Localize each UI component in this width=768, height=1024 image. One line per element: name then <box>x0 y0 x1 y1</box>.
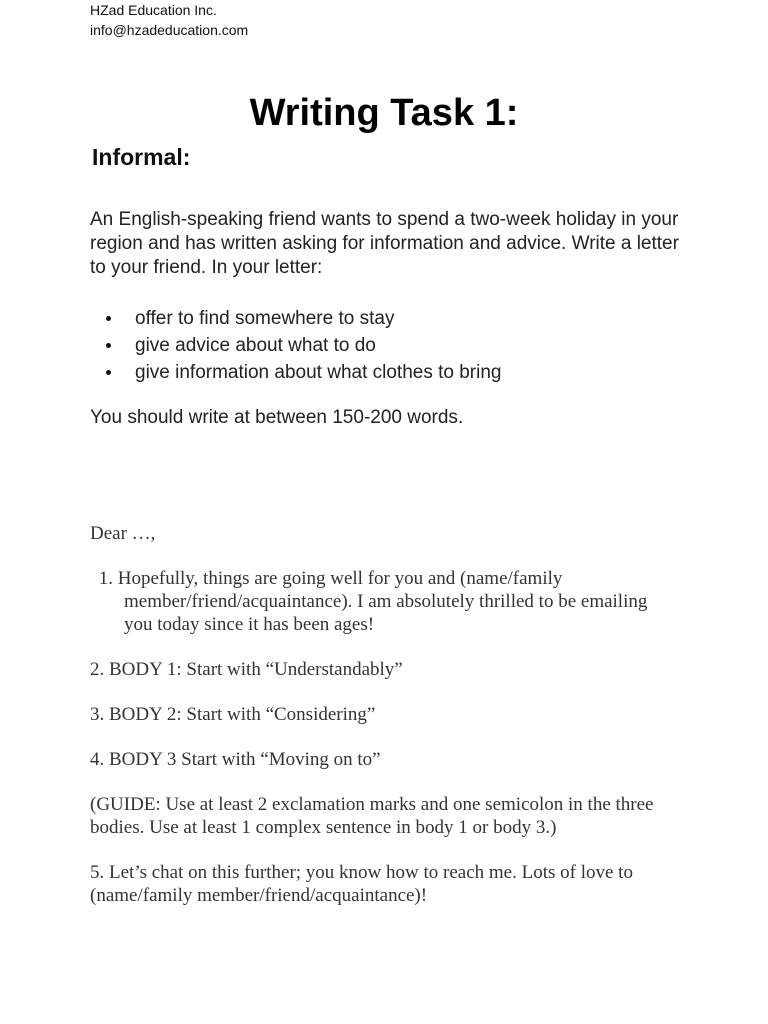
letter-opening <box>90 567 670 636</box>
task-type-subtitle: Informal: <box>92 144 191 170</box>
bullet-icon <box>106 316 111 321</box>
bullet-icon <box>106 370 111 375</box>
letter-template <box>90 522 670 929</box>
letter-greeting: Dear …, <box>90 523 156 544</box>
word-count-note: You should write at between 150-200 words. <box>90 407 464 428</box>
task-bullet-list <box>90 305 502 386</box>
bullet-item <box>90 305 502 332</box>
bullet-item <box>90 332 502 359</box>
page-title: Writing Task 1: <box>249 92 519 134</box>
task-prompt: An English-speaking friend wants to spend a two-week holiday in your region and has written asking for information and advice. Write a letter to your friend. In your letter: <box>90 209 679 278</box>
opening-text: Hopefully, things are going well for you and (name/family member/friend/acquaintance). I am absolutely thrilled to be emailing you today since it has been ages! <box>117 568 648 635</box>
letter-body-2: 3. BODY 2: Start with “Considering” <box>90 704 376 725</box>
letter-closing: 5. Let’s chat on this further; you know how to reach me. Lots of love to (name/family member/friend/acquaintance)! <box>90 862 633 906</box>
contact-email: info@hzadeducation.com <box>90 22 249 38</box>
company-name: HZad Education Inc. <box>90 2 217 18</box>
letter-body-1: 2. BODY 1: Start with “Understandably” <box>90 659 403 680</box>
bullet-text: give advice about what to do <box>135 335 376 356</box>
opening-number: 1. <box>98 568 113 589</box>
bullet-text: give information about what clothes to bring <box>135 362 502 383</box>
header-contact <box>90 0 248 40</box>
bullet-item <box>90 359 502 386</box>
bullet-icon <box>106 343 111 348</box>
letter-body-3: 4. BODY 3 Start with “Moving on to” <box>90 749 381 770</box>
letter-guide: (GUIDE: Use at least 2 exclamation marks and one semicolon in the three bodies. Use at least 1 complex sentence in body 1 or body 3.) <box>90 794 654 838</box>
bullet-text: offer to find somewhere to stay <box>135 308 395 329</box>
